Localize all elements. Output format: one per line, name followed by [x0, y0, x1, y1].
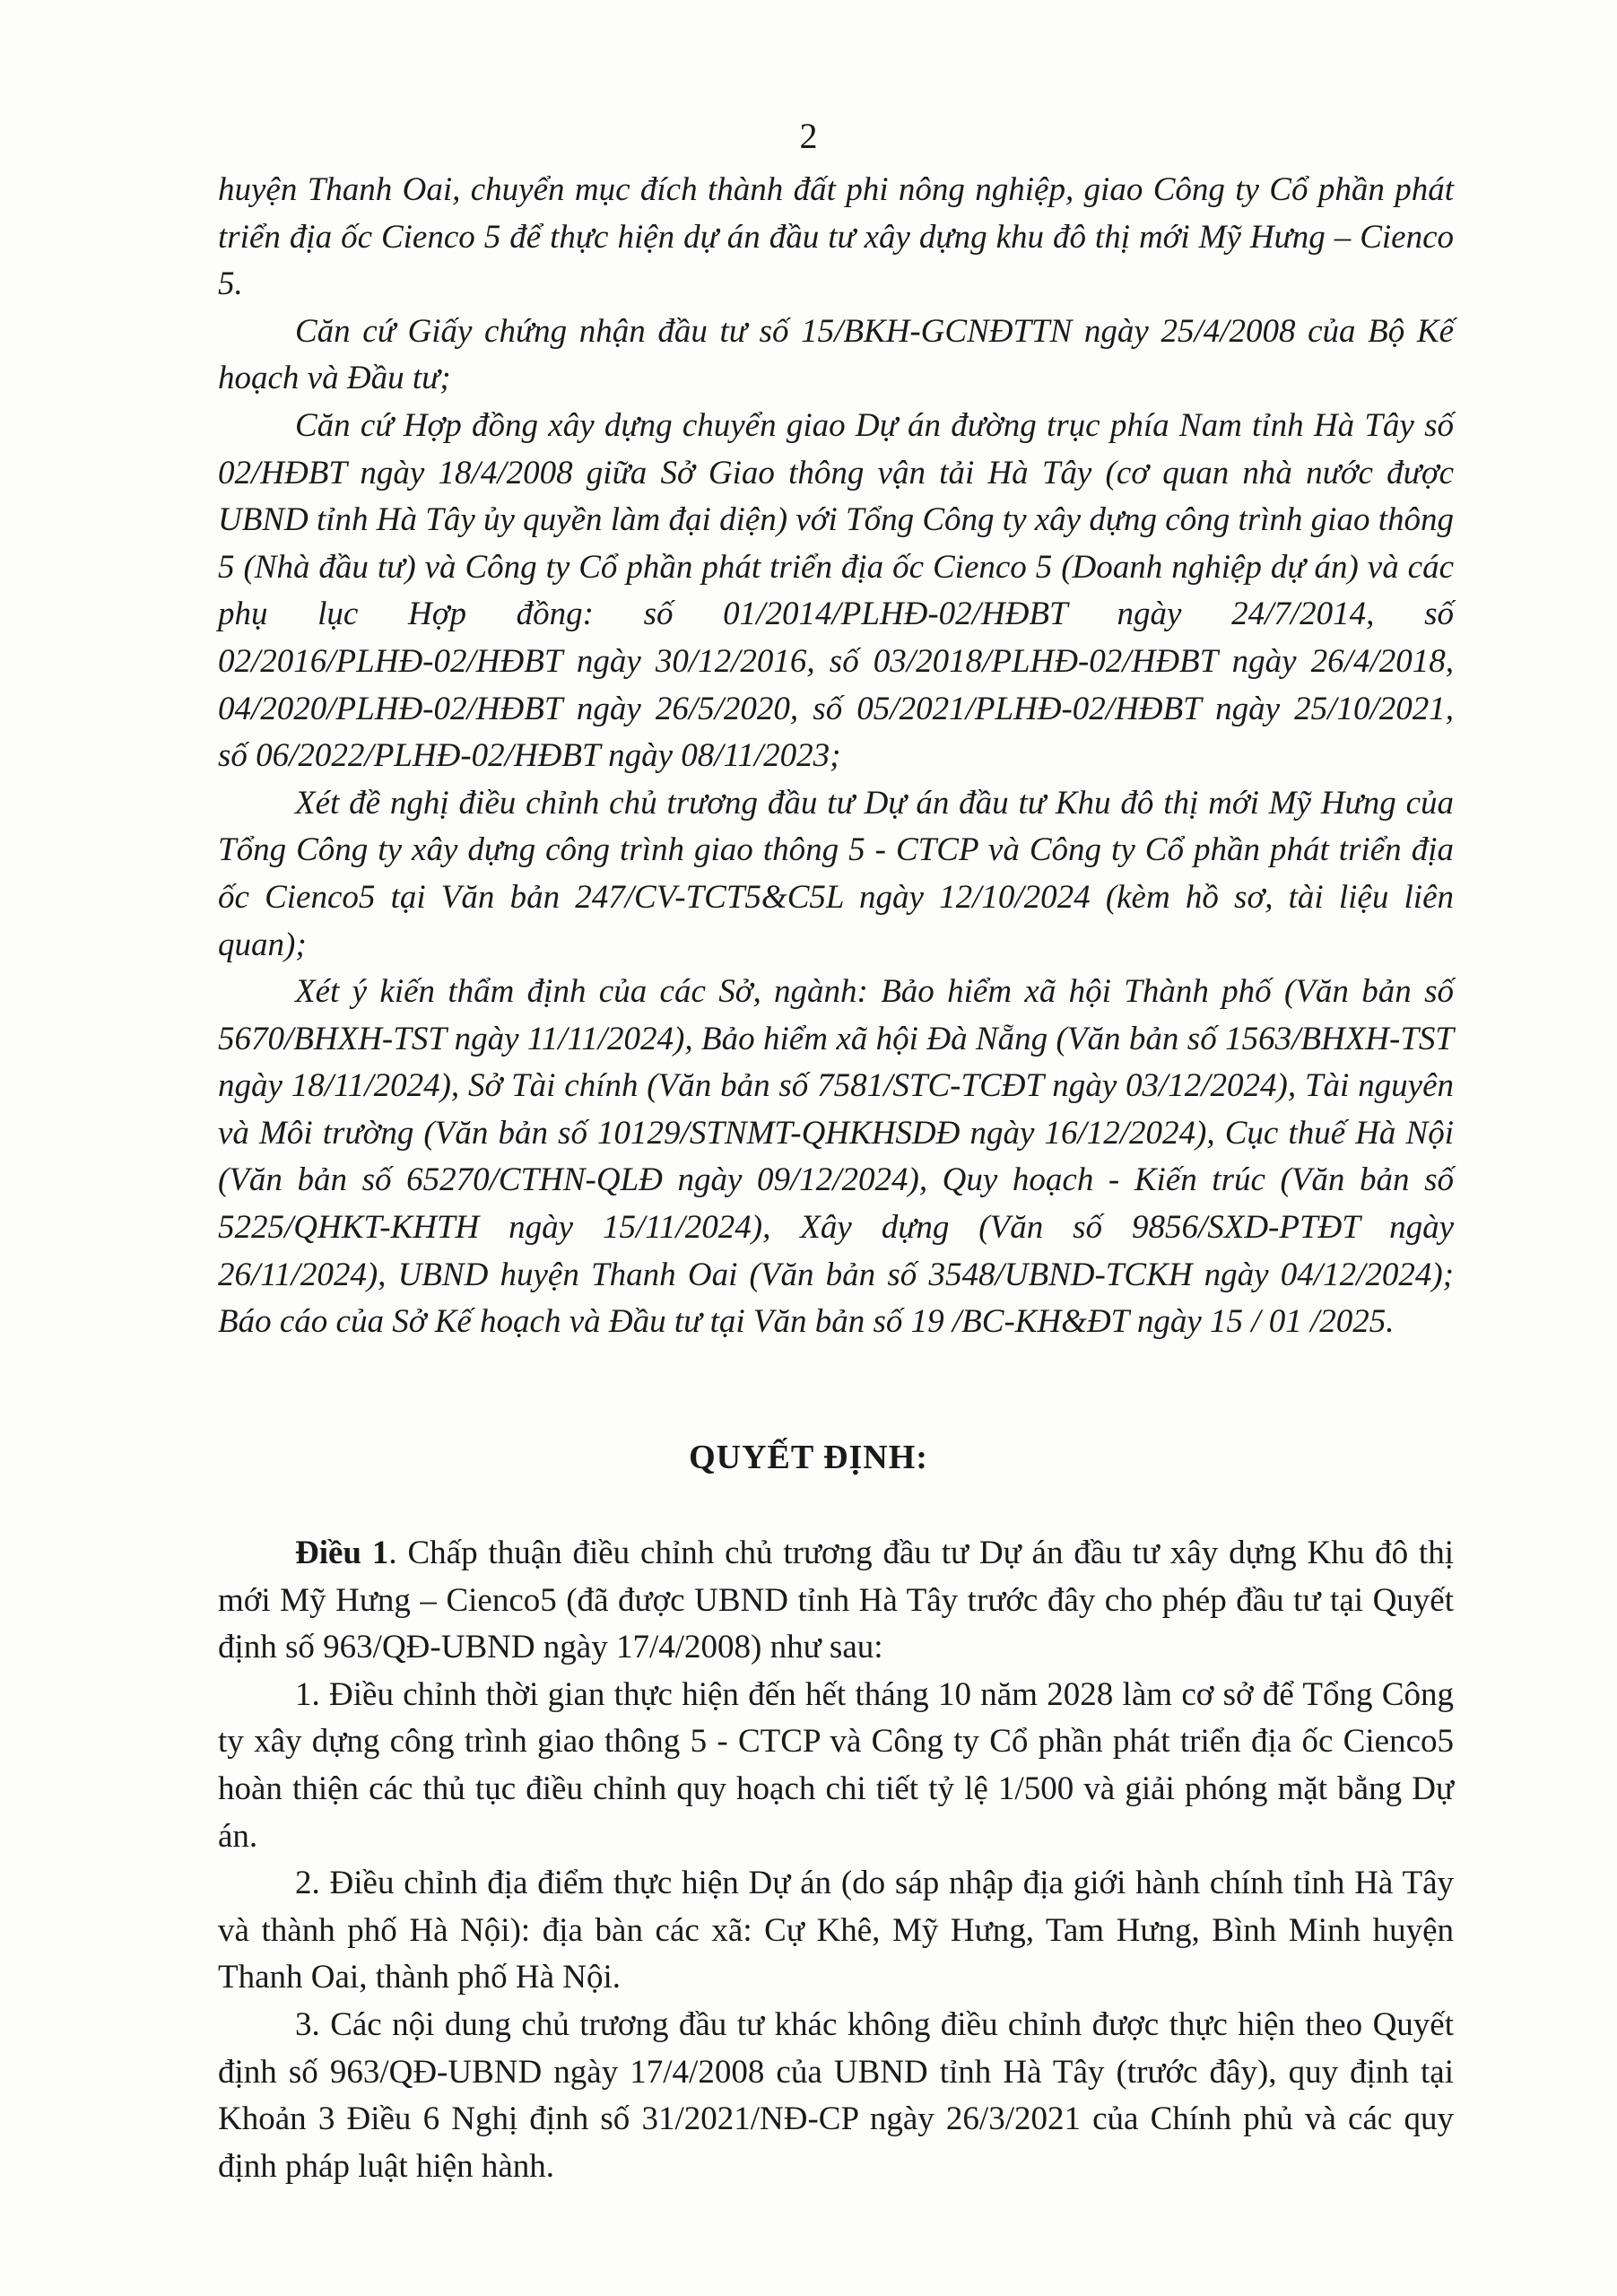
preamble-paragraph: Xét ý kiến thẩm định của các Sở, ngành: Bảo hiểm xã hội Thành phố (Văn bản số 5670/BHXH-TST ngày 11/11/2024), Bảo hiểm xã hội Đà Nẵng (Văn bản số 1563/BHXH-TST ngày 18/11/2024), Sở Tài chính (Văn bản số 7581/STC-TCĐT ngày 03/12/2024), Tài nguyên và Môi trường (Văn bản số 10129/STNMT-QHKHSDĐ ngày 16/12/2024), Cục thuế Hà Nội (Văn bản số 65270/CTHN-QLĐ ngày 09/12/2024), Quy hoạch - Kiến trúc (Văn bản số 5225/QHKT-KHTH ngày 15/11/2024), Xây dựng (Văn số 9856/SXD-PTĐT ngày 26/11/2024), UBND huyện Thanh Oai (Văn bản số 3548/UBND-TCKH ngày 04/12/2024); Báo cáo của Sở Kế hoạch và Đầu tư tại Văn bản số 19 /BC-KH&ĐT ngày 15 / 01 /2025.: [218, 973, 1454, 1341]
preamble-paragraph: Căn cứ Giấy chứng nhận đầu tư số 15/BKH-GCNĐTTN ngày 25/4/2008 của Bộ Kế hoạch và Đầu tư;: [218, 312, 1454, 397]
article-1-item: 2. Điều chỉnh địa điểm thực hiện Dự án (do sáp nhập địa giới hành chính tỉnh Hà Tây và thành phố Hà Nội): địa bàn các xã: Cự Khê, Mỹ Hưng, Tam Hưng, Bình Minh huyện Thanh Oai, thành phố Hà Nội.: [218, 1865, 1454, 1996]
preamble-paragraph: huyện Thanh Oai, chuyển mục đích thành đất phi nông nghiệp, giao Công ty Cổ phần phát triển địa ốc Cienco 5 để thực hiện dự án đầu tư xây dựng khu đô thị mới Mỹ Hưng – Cienco 5.: [218, 171, 1454, 303]
article-1-intro-text: . Chấp thuận điều chỉnh chủ trương đầu tư Dự án đầu tư xây dựng Khu đô thị mới Mỹ Hưng – Cienco5 (đã được UBND tỉnh Hà Tây trước đây cho phép đầu tư tại Quyết định số 963/QĐ-UBND ngày 17/4/2008) như sau:: [218, 1535, 1454, 1666]
article-1-label: Điều 1: [295, 1535, 389, 1571]
article-1-item: 1. Điều chỉnh thời gian thực hiện đến hết tháng 10 năm 2028 làm cơ sở để Tổng Công ty xây dựng công trình giao thông 5 - CTCP và Công ty Cổ phần phát triển địa ốc Cienco5 hoàn thiện các thủ tục điều chỉnh quy hoạch chi tiết tỷ lệ 1/500 và giải phóng mặt bằng Dự án.: [218, 1675, 1454, 1855]
article-1-item: 3. Các nội dung chủ trương đầu tư khác không điều chỉnh được thực hiện theo Quyết định số 963/QĐ-UBND ngày 17/4/2008 của UBND tỉnh Hà Tây (trước đây), quy định tại Khoản 3 Điều 6 Nghị định số 31/2021/NĐ-CP ngày 26/3/2021 của Chính phủ và các quy định pháp luật hiện hành.: [218, 2005, 1454, 2185]
article-1-section: [218, 1530, 1454, 2190]
preamble-section: [218, 167, 1454, 1346]
article-1-intro: [218, 1530, 1454, 1672]
preamble-paragraph: Xét đề nghị điều chỉnh chủ trương đầu tư Dự án đầu tư Khu đô thị mới Mỹ Hưng của Tổng Công ty xây dựng công trình giao thông 5 - CTCP và Công ty Cổ phần phát triển địa ốc Cienco5 tại Văn bản 247/CV-TCT5&C5L ngày 12/10/2024 (kèm hồ sơ, tài liệu liên quan);: [218, 784, 1454, 963]
page-number: 2: [799, 116, 818, 156]
preamble-paragraph: Căn cứ Hợp đồng xây dựng chuyển giao Dự án đường trục phía Nam tỉnh Hà Tây số 02/HĐBT ngày 18/4/2008 giữa Sở Giao thông vận tải Hà Tây (cơ quan nhà nước được UBND tỉnh Hà Tây ủy quyền làm đại diện) với Tổng Công ty xây dựng công trình giao thông 5 (Nhà đầu tư) và Công ty Cổ phần phát triển địa ốc Cienco 5 (Doanh nghiệp dự án) và các phụ lục Hợp đồng: số 01/2014/PLHĐ-02/HĐBT ngày 24/7/2014, số 02/2016/PLHĐ-02/HĐBT ngày 30/12/2016, số 03/2018/PLHĐ-02/HĐBT ngày 26/4/2018, 04/2020/PLHĐ-02/HĐBT ngày 26/5/2020, số 05/2021/PLHĐ-02/HĐBT ngày 25/10/2021, số 06/2022/PLHĐ-02/HĐBT ngày 08/11/2023;: [218, 406, 1454, 775]
decision-heading: QUYẾT ĐỊNH:: [689, 1439, 928, 1476]
